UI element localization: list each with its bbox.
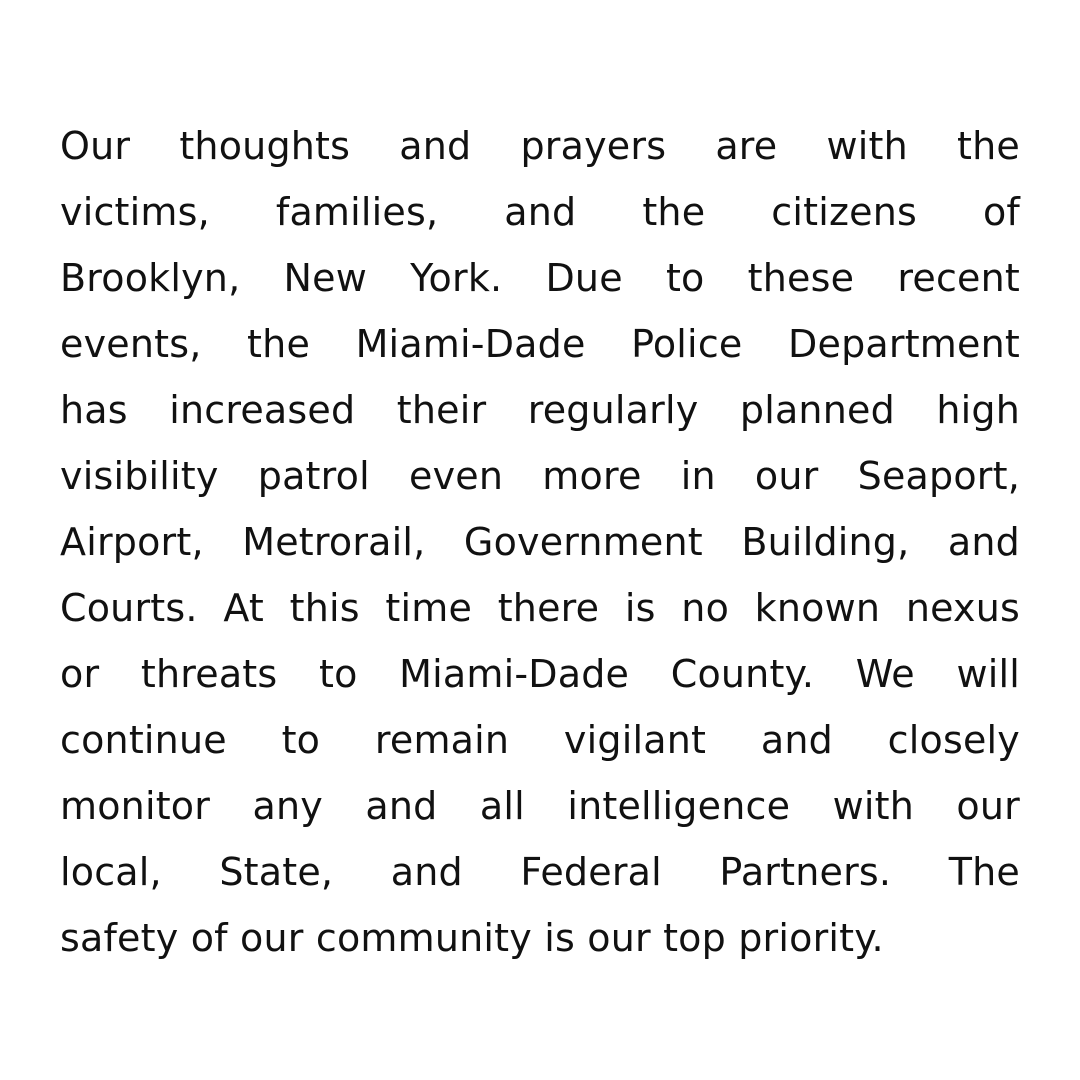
statement-line-1: Our thoughts and prayers are with the: [60, 124, 1020, 168]
statement-line-4: events, the Miami-Dade Police Department: [60, 322, 1020, 366]
statement-line-5: has increased their regularly planned high: [60, 388, 1020, 432]
statement-line-11: monitor any and all intelligence with our: [60, 784, 1020, 828]
statement-line-13: safety of our community is our top priority.: [60, 916, 884, 960]
statement-line-9: or threats to Miami-Dade County. We will: [60, 652, 1020, 696]
statement-line-10: continue to remain vigilant and closely: [60, 718, 1020, 762]
statement-line-8: Courts. At this time there is no known nexus: [60, 586, 1020, 630]
statement-line-7: Airport, Metrorail, Government Building, and: [60, 520, 1020, 564]
statement-line-3: Brooklyn, New York. Due to these recent: [60, 256, 1020, 300]
statement-line-2: victims, families, and the citizens of: [60, 190, 1020, 234]
statement-line-12: local, State, and Federal Partners. The: [60, 850, 1020, 894]
statement-line-6: visibility patrol even more in our Seaport,: [60, 454, 1020, 498]
statement-paragraph: [60, 113, 1020, 971]
